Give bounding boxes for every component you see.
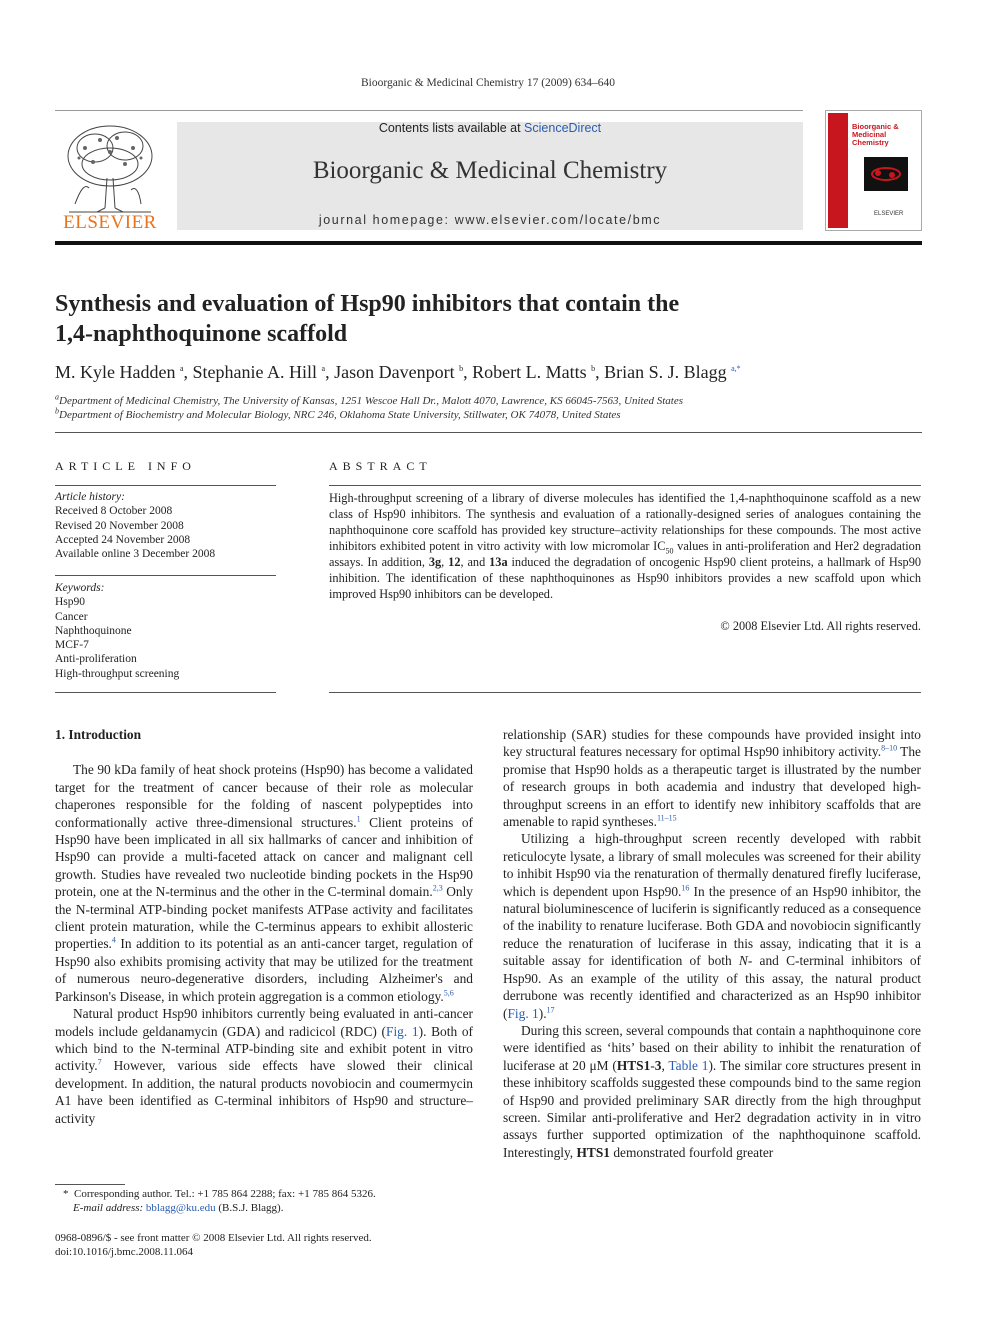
keyword-item: Anti-proliferation xyxy=(55,653,137,666)
keyword-item: High-throughput screening xyxy=(55,667,180,680)
article-title xyxy=(55,289,922,349)
author-affiliation-mark: b xyxy=(459,364,464,373)
elsevier-wordmark: ELSEVIER xyxy=(63,212,157,233)
keyword-item: Cancer xyxy=(55,610,88,623)
history-received: Received 8 October 2008 xyxy=(55,505,173,518)
history-revised: Revised 20 November 2008 xyxy=(55,519,184,532)
article-title-line-2: 1,4-naphthoquinone scaffold xyxy=(55,321,348,347)
reference-link[interactable]: 2,3 xyxy=(432,883,443,893)
abstract-part: values in anti-proliferation and Her2 degradation assays. In addition, xyxy=(329,539,921,569)
figure-link[interactable]: Fig. 1 xyxy=(386,1023,419,1039)
keyword-item: MCF-7 xyxy=(55,639,89,652)
author-name: Jason Davenport xyxy=(334,362,455,382)
ic50-subscript: 50 xyxy=(665,546,674,556)
history-online: Available online 3 December 2008 xyxy=(55,548,216,561)
contents-prefix: Contents lists available at xyxy=(378,121,525,135)
compound-label: 12 xyxy=(448,555,461,569)
homepage-prefix: journal homepage: xyxy=(318,213,455,227)
cover-band xyxy=(828,113,848,228)
author-list: M. Kyle Hadden $^a$, Stephanie A. Hill $^a$, Jason Davenport $^b$, Robert L. Matts $^b$, Brian S. J. Blagg $^{a,*}$ xyxy=(55,362,741,382)
body-column-right xyxy=(503,726,921,1161)
article-info-rule xyxy=(55,485,276,486)
author-affiliation-mark: a xyxy=(321,364,326,373)
affiliation-a xyxy=(55,394,922,408)
section-heading-introduction: 1. Introduction xyxy=(55,727,142,742)
affiliation-mark: a xyxy=(55,392,59,402)
footnotes xyxy=(55,1187,473,1215)
table-link[interactable]: Table 1 xyxy=(668,1057,709,1073)
email-link[interactable]: bblagg@ku.edu xyxy=(145,1202,216,1214)
reference-link[interactable]: 11–15 xyxy=(656,813,677,823)
affiliations-rule xyxy=(55,432,922,433)
affiliation-mark: b xyxy=(55,406,59,416)
history-rule xyxy=(55,575,276,576)
intro-paragraph-4: Utilizing a high-throughput screen recently developed with rabbit reticulocyte lysate, a library of small molecules was screened for their ability to inhibit Hsp90 via the renaturation of thermally denatured firefly luciferase, which is dependent upon Hsp90.16 In the presence of an Hsp90 inhibitor, the natural bioluminescence of luciferin is significantly reduced as a consequence of the inability to renature luciferase. Both GDA and novobiocin significantly reduce the renaturation of luciferase in this assay, indicating that it is a suitable assay for identification of both N- and C-terminal inhibitors of Hsp90. As an example of the utility of this assay, the natural product derrubone was recently identified and characterized as an Hsp90 inhibitor (Fig. 1).$^{17}$ xyxy=(503,831,921,1021)
reference-link[interactable]: 8–10 xyxy=(881,743,898,753)
abstract-bottom-rule xyxy=(329,692,921,693)
footnote-star: * xyxy=(63,1188,74,1200)
intro-paragraph-2: Natural product Hsp90 inhibitors currently being evaluated in anti-cancer models include geldanamycin (GDA) and radicicol (RDC) (Fig. 1). Both of which bind to the N-terminal ATP-binding site and exhibit potent in vitro activity.$^7$ However, various side effects have slowed their clinical development. In addition, the natural products novobiocin and coumermycin A1 have been identified as C-terminal inhibitors of Hsp90 and structure–activity xyxy=(55,1006,473,1126)
cover-molecule-icon xyxy=(864,157,908,191)
journal-title: Bioorganic & Medicinal Chemistry xyxy=(312,157,668,184)
abstract-separator: , and xyxy=(460,555,490,569)
history-label: Article history: xyxy=(55,491,125,503)
compound-label: 13a xyxy=(489,555,508,569)
body-column-left xyxy=(55,726,473,1127)
abstract-separator: , xyxy=(441,555,449,569)
doi-line[interactable]: doi:10.1016/j.bmc.2008.11.064 xyxy=(55,1246,194,1258)
journal-homepage xyxy=(177,213,803,227)
affiliation-b xyxy=(55,408,922,422)
compound-label: 3g xyxy=(428,555,442,569)
reference-link[interactable]: 7 xyxy=(97,1057,102,1067)
journal-cover-thumbnail[interactable] xyxy=(825,110,922,231)
author-affiliation-mark: a xyxy=(179,364,184,373)
reference-link[interactable]: 17 xyxy=(546,1005,555,1015)
footnote-rule xyxy=(55,1184,125,1185)
cover-image xyxy=(864,157,908,191)
sciencedirect-link[interactable]: ScienceDirect xyxy=(524,121,602,135)
author-name: Stephanie A. Hill xyxy=(192,362,318,382)
keyword-item: Hsp90 xyxy=(55,596,86,609)
article-history xyxy=(55,490,276,561)
issn-doi-block xyxy=(55,1231,473,1259)
contents-line xyxy=(177,121,803,135)
affiliation-text: Department of Medicinal Chemistry, The University of Kansas, 1251 Wescoe Hall Dr., Malott 4070, Lawrence, KS 66045-7563, United States xyxy=(59,395,683,407)
intro-paragraph-5: During this screen, several compounds that contain a naphthoquinone core were identified as ‘hits’ based on their ability to inhibit the renaturation of luciferase at 20 μM (HTS1-3, Table 1). The similar core structures present in these inhibitory scaffolds suggested these compounds bind to the same region of Hsp90 and provided preliminary SAR directly from the high throughput screen. Similar anti-proliferative and Her2 degradation activity in in vitro assays further supported optimization of the naphthoquinone scaffold. Interestingly, HTS1 demonstrated fourfold greater xyxy=(503,1022,921,1160)
abstract-part: High-throughput screening of a library of diverse molecules has identified the 1,4-naphthoquinone scaffold as a new class of Hsp90 inhibitors. The synthesis and evaluation of a rationally-designed series of analogues containing the naphthoquinone core scaffold has provided key structure–activity relationships for these compounds. The most active inhibitors exhibited potent in vitro activity with low micromolar IC xyxy=(329,491,921,553)
email-note: E-mail address: bblagg@ku.edu (B.S.J. Blagg). xyxy=(73,1202,284,1214)
keywords-rule xyxy=(55,692,276,693)
keywords-label: Keywords: xyxy=(55,582,105,594)
abstract-text xyxy=(329,490,921,602)
reference-link[interactable]: 5,6 xyxy=(443,988,454,998)
author-name: M. Kyle Hadden xyxy=(55,362,176,382)
article-title-line-1: Synthesis and evaluation of Hsp90 inhibitors that contain the xyxy=(55,291,680,317)
homepage-url[interactable]: www.elsevier.com/locate/bmc xyxy=(454,213,662,227)
author-name: Robert L. Matts xyxy=(472,362,587,382)
header-thick-rule xyxy=(55,241,922,245)
author-affiliation-mark: b xyxy=(591,364,596,373)
reference-link[interactable]: 16 xyxy=(681,883,690,893)
author-name: Brian S. J. Blagg xyxy=(604,362,727,382)
issn-line: 0968-0896/$ - see front matter © 2008 Elsevier Ltd. All rights reserved. xyxy=(55,1232,372,1244)
affiliation-text: Department of Biochemistry and Molecular Biology, NRC 246, Oklahoma State University, Stillwater, OK 74078, United States xyxy=(59,409,621,421)
abstract-copyright: © 2008 Elsevier Ltd. All rights reserved. xyxy=(720,619,921,633)
abstract-heading: ABSTRACT xyxy=(329,459,432,473)
intro-paragraph-1: The 90 kDa family of heat shock proteins (Hsp90) has become a validated target for the treatment of cancer because of their role as molecular chaperones responsible for the folding of nascent polypeptides into conformationally active three-dimensional structures.$^1$ Client proteins of Hsp90 have been implicated in all six hallmarks of cancer and inhibition of Hsp90 can provide a multi-faceted attack on cancer and malignant cell growth. Studies have revealed two nucleotide binding pockets in the Hsp90 protein, one at the N-terminus and the other in the C-terminal domain.$^{2,3}$ Only the N-terminal ATP-binding pocket manifests ATPase activity and facilitates client protein maturation, while the C-terminus appears to exhibit allosteric properties.$^4$ In addition to its potential as an anti-cancer target, regulation of Hsp90 also exhibits promising activity that may be utilized for the treatment of numerous neuro-degenerative disorders, including Alzheimer's and Parkinson's Disease, in which protein aggregation is a common etiology.$^{5,6}$ xyxy=(55,762,473,1004)
cover-title: Bioorganic & Medicinal Chemistry xyxy=(852,122,899,147)
figure-link[interactable]: Fig. 1 xyxy=(507,1005,539,1021)
abstract-rule xyxy=(329,485,921,486)
reference-link[interactable]: 4 xyxy=(111,936,116,945)
intro-paragraph-3: relationship (SAR) studies for these compounds have provided insight into key structural features necessary for optimal Hsp90 inhibitory activity.$^{8-10}$ The promise that Hsp90 holds as a therapeutic target is illustrated by the number of research groups in both academia and industry that developed high-throughput screens in an effort to identify new inhibitory scaffolds that are amenable to rapid syntheses.$^{11-15}$ xyxy=(503,727,921,830)
keyword-item: Naphthoquinone xyxy=(55,624,132,637)
corresponding-author-mark[interactable]: a,* xyxy=(731,364,741,373)
article-info-heading: ARTICLE INFO xyxy=(55,459,196,473)
abstract-part: induced the degradation of oncogenic Hsp90 client proteins, a hallmark of Hsp90 inhibition. The identification of these naphthoquinones as Hsp90 inhibitors provides a new scaffold upon which improved Hsp90 inhibitors can be developed. xyxy=(329,555,922,601)
cover-publisher: ELSEVIER xyxy=(874,211,904,217)
history-accepted: Accepted 24 November 2008 xyxy=(55,533,191,546)
keywords xyxy=(55,581,276,681)
corresponding-author-note: * Corresponding author. Tel.: +1 785 864 2288; fax: +1 785 864 5326. xyxy=(63,1188,376,1200)
reference-link[interactable]: 1 xyxy=(356,814,361,824)
header-rule xyxy=(55,110,803,111)
journal-citation: Bioorganic & Medicinal Chemistry 17 (2009) 634–640 xyxy=(360,77,616,89)
affiliations xyxy=(55,394,922,422)
